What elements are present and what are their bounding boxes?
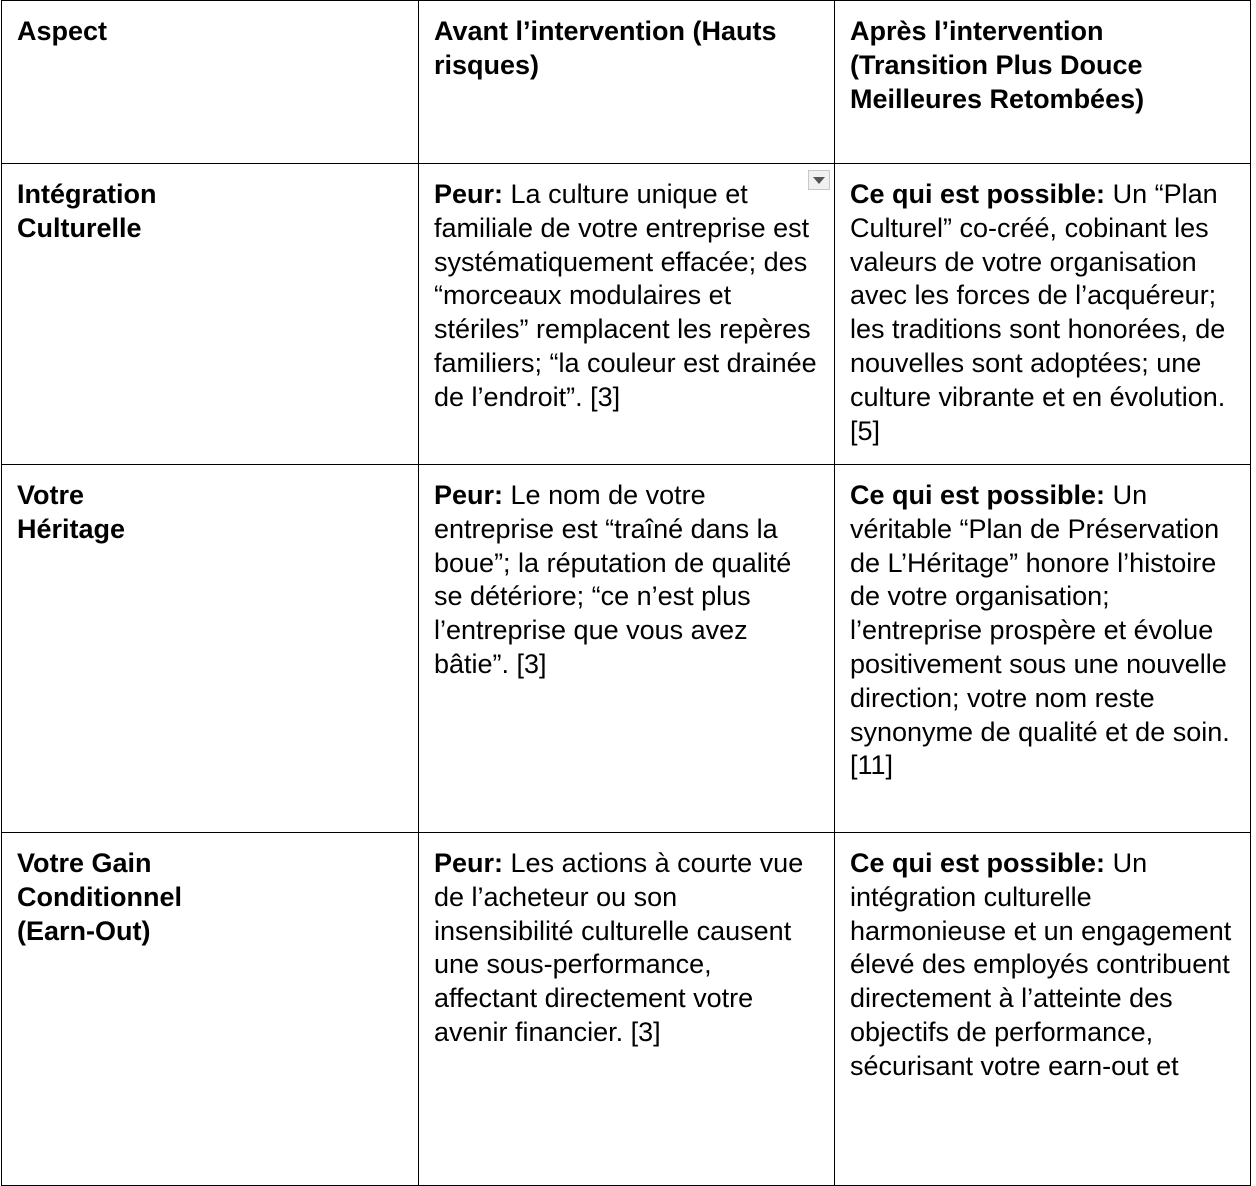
table-row xyxy=(2,164,1251,465)
fear-label: Peur: xyxy=(434,179,504,209)
aspect-line: Votre xyxy=(17,480,85,510)
chevron-down-icon xyxy=(813,177,825,184)
fear-text: La culture unique et familiale de votre entreprise est systématiquement effacée; des “morceaux modulaires et stériles” remplacent les repères familiers; “la couleur est drainée de l’endroit”. [3] xyxy=(434,179,817,412)
header-before[interactable]: Avant l’intervention (Hauts risques) xyxy=(419,1,835,164)
after-cell[interactable] xyxy=(835,833,1251,1186)
aspect-line: Conditionnel xyxy=(17,881,182,912)
possible-label: Ce qui est possible: xyxy=(850,480,1106,510)
before-cell[interactable] xyxy=(419,465,835,833)
after-cell[interactable] xyxy=(835,465,1251,833)
possible-label: Ce qui est possible: xyxy=(850,179,1106,209)
aspect-line: Votre Gain xyxy=(17,848,152,878)
header-row xyxy=(2,1,1251,164)
fear-label: Peur: xyxy=(434,480,504,510)
before-cell[interactable] xyxy=(419,833,835,1186)
aspect-cell[interactable] xyxy=(2,833,419,1186)
possible-text: Un intégration culturelle harmonieuse et un engagement élevé des employés contribuent directement à l’atteinte des objectifs de performance, sécurisant votre earn-out et xyxy=(850,848,1232,1081)
header-after[interactable]: Après l’intervention (Transition Plus Douce Meilleures Retombées) xyxy=(835,1,1251,164)
fear-text: Les actions à courte vue de l’acheteur ou son insensibilité culturelle causent une sous-performance, affectant directement votre avenir financier. [3] xyxy=(434,848,804,1047)
comparison-table xyxy=(1,0,1251,1186)
after-cell[interactable] xyxy=(835,164,1251,465)
fear-label: Peur: xyxy=(434,848,504,878)
fear-text: Le nom de votre entreprise est “traîné dans la boue”; la réputation de qualité se détériore; “ce n’est plus l’entreprise que vous avez bâtie”. [3] xyxy=(434,480,792,679)
before-cell[interactable] xyxy=(419,164,835,465)
aspect-cell[interactable] xyxy=(2,164,419,465)
table-row xyxy=(2,465,1251,833)
table-row xyxy=(2,833,1251,1186)
aspect-line: Culturelle xyxy=(17,212,142,243)
header-aspect[interactable]: Aspect xyxy=(2,1,419,164)
aspect-line: (Earn-Out) xyxy=(17,915,151,946)
possible-text: Un “Plan Culturel” co-créé, cobinant les valeurs de votre organisation avec les forces de l’acquéreur; les traditions sont honorées, de nouvelles sont adoptées; une culture vibrante et en évolution. [5] xyxy=(850,179,1226,446)
possible-text: Un véritable “Plan de Préservation de L’Héritage” honore l’histoire de votre organisation; l’entreprise prospère et évolue positivement sous une nouvelle direction; votre nom reste synonyme de qualité et de soin. [11] xyxy=(850,480,1230,781)
aspect-line: Intégration xyxy=(17,179,157,209)
possible-label: Ce qui est possible: xyxy=(850,848,1106,878)
cell-dropdown-button[interactable] xyxy=(808,170,830,190)
aspect-line: Héritage xyxy=(17,513,126,544)
aspect-cell[interactable] xyxy=(2,465,419,833)
